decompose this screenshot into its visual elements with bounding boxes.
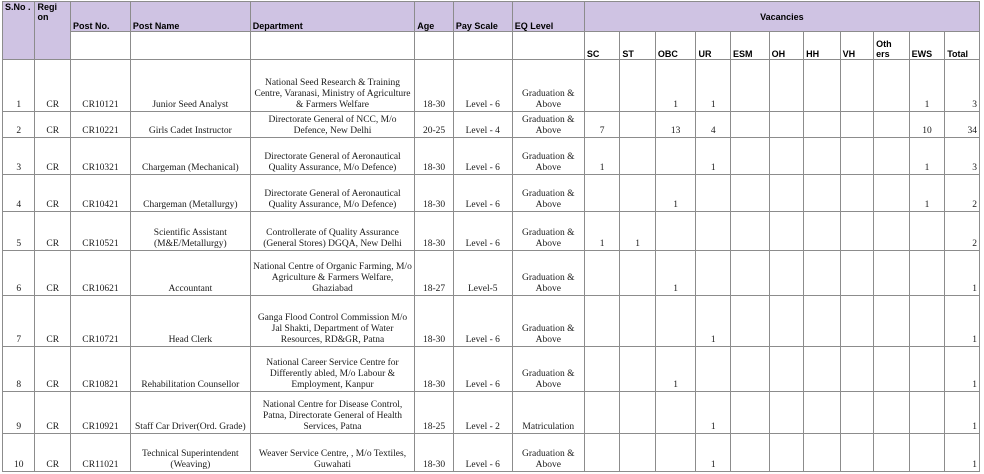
cell-sno: 4 <box>3 175 35 212</box>
cell-st <box>620 112 656 138</box>
header-ur: UR <box>696 32 731 60</box>
cell-age: 18-30 <box>415 138 454 175</box>
cell-others <box>874 175 910 212</box>
cell-ews: 10 <box>909 112 945 138</box>
cell-others <box>874 212 910 251</box>
cell-st <box>620 392 656 434</box>
cell-sno: 2 <box>3 112 35 138</box>
cell-hh <box>804 212 841 251</box>
header-post-no: Post No. <box>71 2 131 32</box>
cell-eq-level: Graduation & Above <box>512 434 584 472</box>
cell-department: National Seed Research & Training Centre, Varanasi, Ministry of Agriculture & Farmers Welfare <box>250 60 415 112</box>
cell-department: Directorate General of NCC, M/o Defence, New Delhi <box>250 112 415 138</box>
header-age: Age <box>415 2 454 32</box>
cell-sno: 1 <box>3 60 35 112</box>
cell-vh <box>840 212 874 251</box>
cell-age: 18-30 <box>415 175 454 212</box>
cell-sno: 7 <box>3 296 35 347</box>
cell-department: Weaver Service Centre, , M/o Textiles, Guwahati <box>250 434 415 472</box>
header-ews: EWS <box>909 32 945 60</box>
cell-ews <box>909 434 945 472</box>
header-blank <box>130 32 250 60</box>
cell-hh <box>804 392 841 434</box>
cell-post-name: Scientific Assistant (M&E/Metallurgy) <box>130 212 250 251</box>
table-row <box>3 347 980 392</box>
cell-pay-scale: Level - 6 <box>453 434 512 472</box>
cell-obc: 1 <box>655 175 696 212</box>
header-obc: OBC <box>655 32 696 60</box>
cell-ur <box>696 251 731 296</box>
cell-department: Directorate General of Aeronautical Quality Assurance, M/o Defence) <box>250 175 415 212</box>
header-blank <box>512 32 584 60</box>
cell-pay-scale: Level - 2 <box>453 392 512 434</box>
cell-obc: 1 <box>655 347 696 392</box>
cell-esm <box>731 347 770 392</box>
header-blank <box>71 32 131 60</box>
cell-post-name: Chargeman (Mechanical) <box>130 138 250 175</box>
cell-esm <box>731 212 770 251</box>
header-esm: ESM <box>731 32 770 60</box>
header-blank <box>250 32 415 60</box>
header-blank <box>453 32 512 60</box>
cell-ur: 4 <box>696 112 731 138</box>
cell-eq-level: Graduation & Above <box>512 112 584 138</box>
cell-sc <box>584 392 620 434</box>
header-oh: OH <box>769 32 804 60</box>
cell-oh <box>769 296 804 347</box>
header-department: Department <box>250 2 415 32</box>
cell-pay-scale: Level - 6 <box>453 212 512 251</box>
cell-vh <box>840 138 874 175</box>
cell-age: 18-25 <box>415 392 454 434</box>
header-pay-scale: Pay Scale <box>453 2 512 32</box>
cell-hh <box>804 175 841 212</box>
cell-department: Directorate General of Aeronautical Quality Assurance, M/o Defence) <box>250 138 415 175</box>
cell-oh <box>769 175 804 212</box>
cell-vh <box>840 347 874 392</box>
table-row <box>3 296 980 347</box>
header-sc: SC <box>584 32 620 60</box>
table-row <box>3 60 980 112</box>
table-row <box>3 212 980 251</box>
cell-others <box>874 296 910 347</box>
cell-hh <box>804 251 841 296</box>
table-row <box>3 392 980 434</box>
cell-esm <box>731 434 770 472</box>
cell-post-name: Chargeman (Metallurgy) <box>130 175 250 212</box>
cell-oh <box>769 138 804 175</box>
cell-esm <box>731 392 770 434</box>
cell-post-no: CR10321 <box>71 138 131 175</box>
cell-post-name: Accountant <box>130 251 250 296</box>
cell-region: CR <box>35 212 71 251</box>
cell-region: CR <box>35 392 71 434</box>
cell-age: 18-30 <box>415 296 454 347</box>
cell-age: 18-30 <box>415 60 454 112</box>
cell-oh <box>769 251 804 296</box>
cell-hh <box>804 112 841 138</box>
cell-pay-scale: Level-5 <box>453 251 512 296</box>
cell-ews <box>909 212 945 251</box>
cell-esm <box>731 296 770 347</box>
header-sno: S.No . <box>3 2 35 60</box>
cell-ews: 1 <box>909 138 945 175</box>
cell-obc <box>655 212 696 251</box>
cell-ur <box>696 175 731 212</box>
cell-post-no: CR10921 <box>71 392 131 434</box>
cell-total: 1 <box>945 347 980 392</box>
cell-others <box>874 434 910 472</box>
cell-sno: 5 <box>3 212 35 251</box>
cell-others <box>874 112 910 138</box>
cell-region: CR <box>35 138 71 175</box>
cell-department: Ganga Flood Control Commission M/o Jal Shakti, Department of Water Resources, RD&GR, Patna <box>250 296 415 347</box>
cell-post-name: Girls Cadet Instructor <box>130 112 250 138</box>
cell-sc: 1 <box>584 212 620 251</box>
cell-ur: 1 <box>696 434 731 472</box>
cell-pay-scale: Level - 6 <box>453 175 512 212</box>
cell-post-no: CR10521 <box>71 212 131 251</box>
cell-total: 1 <box>945 392 980 434</box>
cell-others <box>874 138 910 175</box>
cell-total: 2 <box>945 212 980 251</box>
cell-department: National Centre of Organic Farming, M/o Agriculture & Farmers Welfare, Ghaziabad <box>250 251 415 296</box>
header-vh: VH <box>840 32 874 60</box>
header-blank <box>415 32 454 60</box>
cell-total: 2 <box>945 175 980 212</box>
cell-region: CR <box>35 112 71 138</box>
cell-obc: 13 <box>655 112 696 138</box>
cell-post-no: CR10221 <box>71 112 131 138</box>
cell-oh <box>769 212 804 251</box>
cell-eq-level: Graduation & Above <box>512 212 584 251</box>
cell-eq-level: Graduation & Above <box>512 138 584 175</box>
cell-esm <box>731 112 770 138</box>
cell-st <box>620 175 656 212</box>
cell-vh <box>840 175 874 212</box>
cell-obc <box>655 434 696 472</box>
cell-age: 18-30 <box>415 434 454 472</box>
cell-hh <box>804 296 841 347</box>
header-others: Oth ers <box>874 32 910 60</box>
cell-region: CR <box>35 251 71 296</box>
cell-department: National Centre for Disease Control, Patna, Directorate General of Health Services, Patna <box>250 392 415 434</box>
cell-pay-scale: Level - 4 <box>453 112 512 138</box>
cell-ews <box>909 347 945 392</box>
cell-vh <box>840 296 874 347</box>
cell-region: CR <box>35 175 71 212</box>
cell-st <box>620 60 656 112</box>
cell-post-name: Staff Car Driver(Ord. Grade) <box>130 392 250 434</box>
cell-total: 1 <box>945 251 980 296</box>
cell-oh <box>769 60 804 112</box>
cell-sc <box>584 434 620 472</box>
cell-eq-level: Graduation & Above <box>512 347 584 392</box>
header-region: Regi on <box>35 2 71 60</box>
cell-sno: 10 <box>3 434 35 472</box>
cell-post-name: Junior Seed Analyst <box>130 60 250 112</box>
cell-ews: 1 <box>909 60 945 112</box>
cell-sc <box>584 296 620 347</box>
cell-post-no: CR11021 <box>71 434 131 472</box>
header-st: ST <box>620 32 656 60</box>
cell-obc <box>655 392 696 434</box>
cell-sno: 3 <box>3 138 35 175</box>
cell-total: 3 <box>945 60 980 112</box>
cell-esm <box>731 251 770 296</box>
cell-ur <box>696 347 731 392</box>
cell-total: 34 <box>945 112 980 138</box>
cell-oh <box>769 434 804 472</box>
cell-post-name: Rehabilitation Counsellor <box>130 347 250 392</box>
cell-st: 1 <box>620 212 656 251</box>
table-row <box>3 112 980 138</box>
cell-eq-level: Graduation & Above <box>512 296 584 347</box>
header-post-name: Post Name <box>130 2 250 32</box>
cell-hh <box>804 434 841 472</box>
vacancy-table <box>2 1 980 472</box>
cell-others <box>874 347 910 392</box>
cell-others <box>874 251 910 296</box>
cell-hh <box>804 347 841 392</box>
cell-post-no: CR10721 <box>71 296 131 347</box>
cell-st <box>620 434 656 472</box>
cell-st <box>620 138 656 175</box>
header-total: Total <box>945 32 980 60</box>
cell-department: National Career Service Centre for Differently abled, M/o Labour & Employment, Kanpur <box>250 347 415 392</box>
header-hh: HH <box>804 32 841 60</box>
cell-oh <box>769 347 804 392</box>
cell-ews <box>909 296 945 347</box>
cell-sc: 1 <box>584 138 620 175</box>
cell-ur: 1 <box>696 296 731 347</box>
cell-obc: 1 <box>655 60 696 112</box>
cell-pay-scale: Level - 6 <box>453 60 512 112</box>
cell-total: 3 <box>945 138 980 175</box>
cell-esm <box>731 60 770 112</box>
cell-total: 1 <box>945 296 980 347</box>
cell-ur: 1 <box>696 60 731 112</box>
cell-vh <box>840 434 874 472</box>
cell-ur: 1 <box>696 138 731 175</box>
cell-others <box>874 392 910 434</box>
header-eq-level: EQ Level <box>512 2 584 32</box>
cell-pay-scale: Level - 6 <box>453 138 512 175</box>
cell-post-name: Technical Superintendent (Weaving) <box>130 434 250 472</box>
cell-ews <box>909 251 945 296</box>
cell-vh <box>840 112 874 138</box>
cell-st <box>620 296 656 347</box>
table-row <box>3 251 980 296</box>
table-row <box>3 434 980 472</box>
cell-post-no: CR10121 <box>71 60 131 112</box>
cell-post-no: CR10821 <box>71 347 131 392</box>
cell-ur <box>696 212 731 251</box>
cell-sno: 8 <box>3 347 35 392</box>
cell-others <box>874 60 910 112</box>
cell-sc <box>584 175 620 212</box>
cell-hh <box>804 138 841 175</box>
cell-vh <box>840 392 874 434</box>
cell-vh <box>840 60 874 112</box>
cell-oh <box>769 392 804 434</box>
cell-oh <box>769 112 804 138</box>
cell-sno: 9 <box>3 392 35 434</box>
table-row <box>3 175 980 212</box>
cell-sc <box>584 251 620 296</box>
cell-total: 1 <box>945 434 980 472</box>
cell-obc <box>655 296 696 347</box>
cell-st <box>620 251 656 296</box>
cell-post-no: CR10421 <box>71 175 131 212</box>
cell-ews: 1 <box>909 175 945 212</box>
cell-esm <box>731 175 770 212</box>
cell-eq-level: Graduation & Above <box>512 251 584 296</box>
header-vacancies: Vacancies <box>584 2 979 32</box>
cell-ews <box>909 392 945 434</box>
cell-hh <box>804 60 841 112</box>
cell-pay-scale: Level - 6 <box>453 296 512 347</box>
cell-sno: 6 <box>3 251 35 296</box>
table-row <box>3 138 980 175</box>
cell-region: CR <box>35 60 71 112</box>
cell-age: 18-27 <box>415 251 454 296</box>
cell-ur: 1 <box>696 392 731 434</box>
cell-age: 18-30 <box>415 347 454 392</box>
cell-post-name: Head Clerk <box>130 296 250 347</box>
cell-region: CR <box>35 296 71 347</box>
cell-eq-level: Matriculation <box>512 392 584 434</box>
cell-st <box>620 347 656 392</box>
cell-sc <box>584 60 620 112</box>
cell-pay-scale: Level - 6 <box>453 347 512 392</box>
cell-eq-level: Graduation & Above <box>512 60 584 112</box>
cell-department: Controllerate of Quality Assurance (General Stores) DGQA, New Delhi <box>250 212 415 251</box>
cell-sc: 7 <box>584 112 620 138</box>
cell-sc <box>584 347 620 392</box>
cell-age: 18-30 <box>415 212 454 251</box>
cell-esm <box>731 138 770 175</box>
cell-obc <box>655 138 696 175</box>
cell-vh <box>840 251 874 296</box>
cell-age: 20-25 <box>415 112 454 138</box>
cell-obc: 1 <box>655 251 696 296</box>
cell-eq-level: Graduation & Above <box>512 175 584 212</box>
cell-post-no: CR10621 <box>71 251 131 296</box>
cell-region: CR <box>35 434 71 472</box>
cell-region: CR <box>35 347 71 392</box>
